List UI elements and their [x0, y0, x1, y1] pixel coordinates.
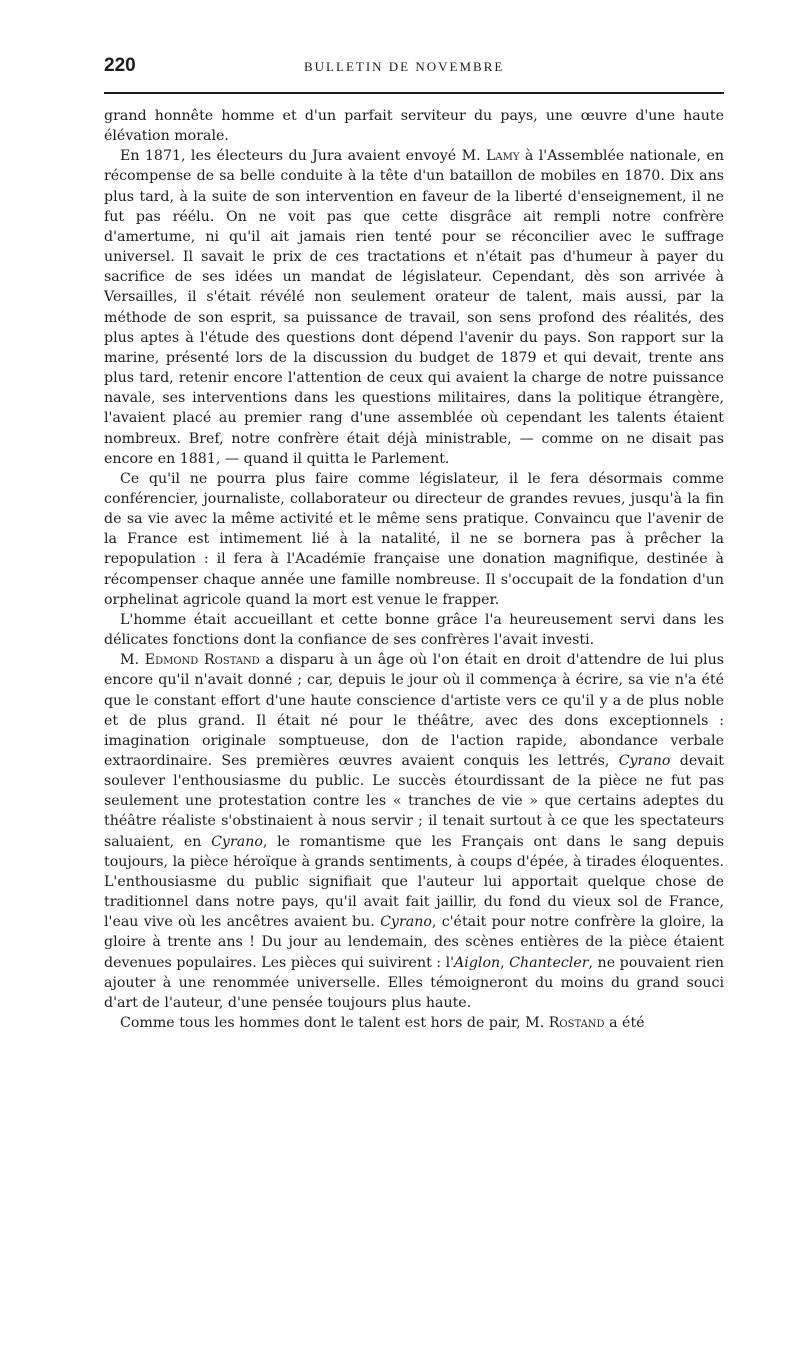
- text-run: ,: [500, 954, 510, 971]
- text-run: En 1871, les électeurs du Jura avaient envoyé M.: [120, 148, 487, 165]
- paragraph-4: [104, 610, 724, 650]
- running-head: BULLETIN DE NOVEMBRE: [304, 59, 505, 74]
- text-run: , c'était pour notre confrère la gloire, la gloire à trente ans ! Du jour au lendemain, des scènes entières de la pièce étaient devenues populaires. Les pièces qui suivirent : l': [104, 914, 724, 971]
- text-run: , le romantisme que les Français ont dans le sang depuis toujours, la pièce héroïque à grands sentiments, à coups d'épée, à tirades éloquentes. L'enthousiasme du public signifiait que l'auteur lui apportait quelque chose de traditionnel dans notre pays, qu'il avait fait jaillir, du fond du vieux sol de France, l'eau vive où les ancêtres avaient bu.: [104, 833, 724, 931]
- person-name-rostand: Rostand: [548, 1015, 605, 1032]
- person-name-rostand: Edmond Rostand: [144, 652, 260, 669]
- work-title-cyrano: Cyrano: [380, 914, 432, 931]
- page-number: 220: [104, 55, 136, 76]
- header-rule: [104, 92, 724, 94]
- paragraph-3: [104, 469, 724, 610]
- paragraph-2: [104, 146, 724, 469]
- paragraph-1: [104, 106, 724, 146]
- text-run: , ne pouvaient rien ajouter à une renommée universelle. Elles témoigneront du moins du grand souci d'art de l'auteur, d'une pensée toujours plus haute.: [104, 954, 724, 1011]
- work-title-chantecler: Chantecler: [509, 954, 589, 971]
- text-run: M.: [120, 652, 145, 669]
- text-run: à l'Assemblée nationale, en récompense de sa belle conduite à la tête d'un bataillon de mobiles en 1870. Dix ans plus tard, à la suite de son intervention en faveur de la liberté d'enseignement, il ne fut pas réélu. On ne voit pas que cette disgrâce ait rempli notre confrère d'amertume, ni qu'il ait jamais rien tenté pour se réconcilier avec le suffrage universel. Il savait le prix de ces tractations et n'était pas d'humeur à payer du sacrifice de ses idées un mandat de législateur. Cependant, dès son arrivée à Versailles, il s'était révélé non seulement orateur de talent, mais aussi, par la méthode de son esprit, sa puissance de travail, son sens profond des réalités, des plus aptes à l'étude des questions dont dépend l'avenir du pays. Son rapport sur la marine, présenté lors de la discussion du budget de 1879 et qui devait, trente ans plus tard, retenir encore l'attention de ceux qui avaient la charge de notre puissance navale, ses interventions dans les questions militaires, dans la politique étrangère, l'avaient placé au premier rang d'une assemblée où cependant les talents étaient nombreux. Bref, notre confrère était déjà ministrable, — comme on ne disait pas encore en 1881, — quand il quitta le Parlement.: [104, 148, 725, 467]
- text-run: Comme tous les hommes dont le talent est hors de pair, M.: [120, 1015, 549, 1032]
- text-run: a disparu à un âge où l'on était en droit d'attendre de lui plus encore qu'il n'avait donné ; car, depuis le jour où il commença à écrire, sa vie n'a été que le constant effort d'une haute conscience d'artiste vers ce qu'il y a de plus noble et de plus grand. Il était né pour le théâtre, avec des dons exceptionnels : imagination originale somptueuse, don de l'action rapide, abondance verbale extraordinaire. Ses premières œuvres avaient conquis les lettrés,: [104, 652, 724, 769]
- paragraph-6: [104, 1013, 724, 1033]
- document-page: [104, 55, 725, 1032]
- paragraph-5: [104, 650, 724, 1013]
- work-title-aiglon: Aiglon: [454, 954, 501, 971]
- text-run: Ce qu'il ne pourra plus faire comme législateur, il le fera désormais comme conférencier, journaliste, collaborateur ou directeur de grandes revues, jusqu'à la fin de sa vie avec la même activité et le même sens pratique. Convaincu que l'avenir de la France est intimement lié à la natalité, il ne se bornera pas à prêcher la repopulation : il fera à l'Académie française une donation magnifique, destinée à récompenser chaque année une famille nombreuse. Il s'occupait de la fondation d'un orphelinat agricole quand la mort est venue le frapper.: [104, 470, 724, 608]
- text-run: grand honnête homme et d'un parfait serviteur du pays, une œuvre d'une haute élévation morale.: [104, 108, 724, 145]
- page-header: [104, 55, 724, 85]
- work-title-cyrano: Cyrano: [618, 753, 671, 769]
- body-text: [104, 106, 724, 1033]
- text-run: a été: [604, 1015, 645, 1032]
- work-title-cyrano: Cyrano: [211, 833, 263, 850]
- person-name-lamy: Lamy: [486, 148, 520, 165]
- text-run: L'homme était accueillant et cette bonne grâce l'a heureusement servi dans les délicates fonctions dont la confiance de ses confrères l'avait investi.: [104, 611, 724, 649]
- text-run: devait soulever l'enthousiasme du public. Le succès étourdissant de la pièce ne fut pas seulement une protestation contre les « tranches de vie » que certains adeptes du théâtre réaliste s'obstinaient à nous servir ; il tenait surtout à ce que les spectateurs saluaient, en: [104, 753, 724, 850]
